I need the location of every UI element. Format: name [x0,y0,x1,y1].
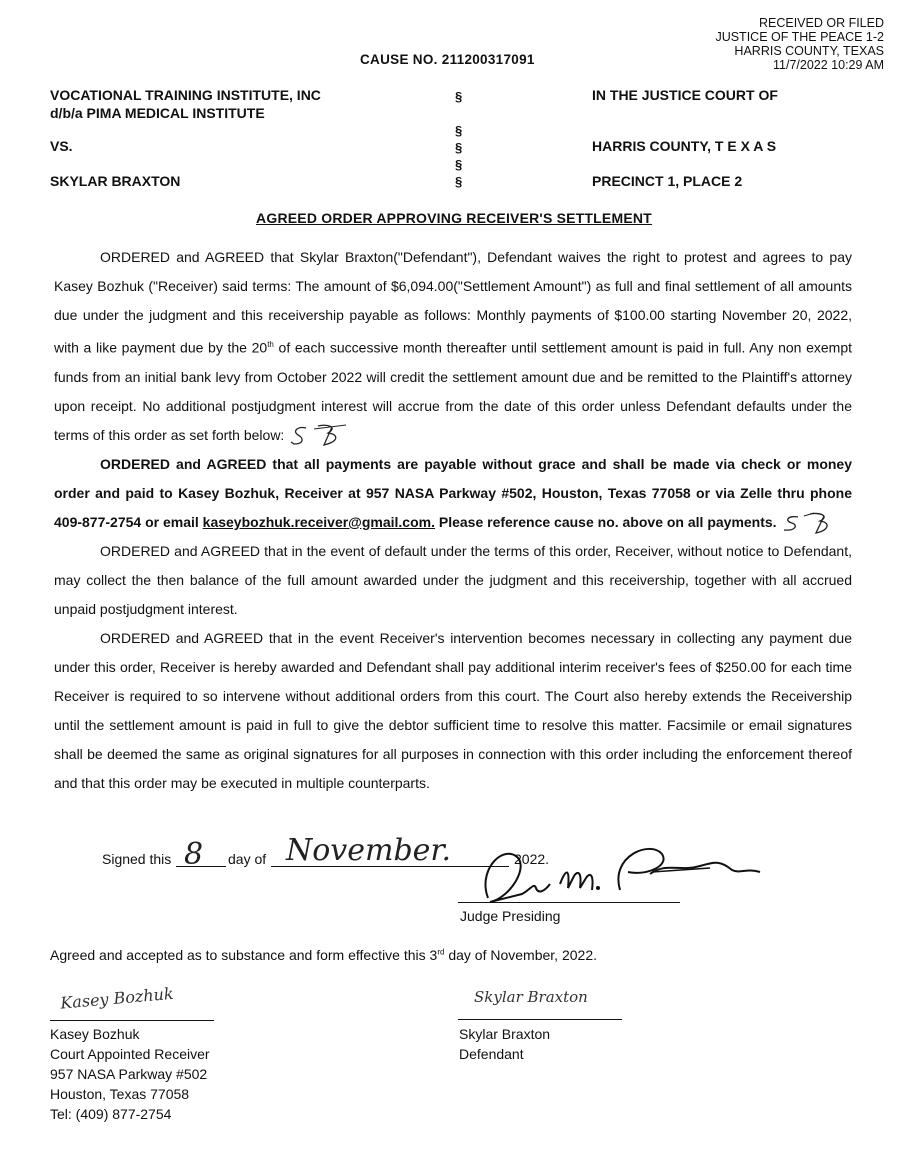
svg-text:Kasey Bozhuk: Kasey Bozhuk [59,983,175,1013]
receiver-address: 957 NASA Parkway #502 [50,1066,208,1082]
court-county: HARRIS COUNTY, T E X A S [592,138,777,154]
section-mark: § [455,89,463,104]
receiver-name: Kasey Bozhuk [50,1026,140,1042]
defendant-signature [470,980,620,1014]
defendant-block [459,1024,550,1064]
handwritten-month [282,826,482,870]
defendant-initials [288,423,350,449]
paragraph-payment-instructions: ORDERED and AGREED that all payments are payable without grace and shall be made via check or money order and paid to Kasey Bozhuk, Receiver at 957 NASA Parkway #502, Houston, Texas 77058 or via Zelle thru phone 409-877-2754 or email kaseybozhuk.receiver@gmail.com. Please reference cause no. above on all payments. [54,450,852,537]
signed-middle: day of [228,851,267,867]
defendant-initials [780,510,842,536]
court-precinct: PRECINCT 1, PLACE 2 [592,173,743,189]
svg-text:Skylar Braxton: Skylar Braxton [474,988,588,1006]
receiver-title: Court Appointed Receiver [50,1046,210,1062]
receiver-block [50,1024,210,1124]
court-name: IN THE JUSTICE COURT OF [592,87,778,103]
signed-prefix: Signed this [102,851,172,867]
paragraph-intervention: ORDERED and AGREED that in the event Receiver's intervention becomes necessary in collecting any payment due under this order, Receiver is hereby awarded and Defendant shall pay additional interim receiver's fees of $250.00 for each time Receiver is required to so intervene without additional orders from this court. The Court also hereby extends the Receivership until the settlement amount is paid in full to give the debtor sufficient time to resolve this matter. Facsimile or email signatures shall be deemed the same as original signatures for all purposes in connection with this order including the enforcement thereof and that this order may be executed in multiple counterparts. [54,629,852,791]
versus-label: VS. [50,138,73,154]
paragraph-settlement-terms: ORDERED and AGREED that Skylar Braxton("Defendant"), Defendant waives the right to protest and agrees to pay Kasey Bozhuk ("Receiver) said terms: The amount of $6,094.00("Settlement Amount") as full and final settlement of all amounts due under the judgment and this receivership payable as follows: Monthly payments of $100.00 starting November 20, 2022, with a like payment due by the 20th of each successive month thereafter until settlement amount is paid in full. Any non exempt funds from an initial bank levy from October 2022 will credit the settlement amount due and be remitted to the Plaintiff's attorney upon receipt. No additional postjudgment interest will accrue from the date of this order unless Defendant defaults under the terms of this order as set forth below: [54,243,852,450]
stamp-line: JUSTICE OF THE PEACE 1-2 [715,30,884,44]
receiver-email: kaseybozhuk.receiver@gmail.com. [202,513,435,530]
defendant-signer-title: Defendant [459,1046,524,1062]
section-mark: § [455,123,463,138]
paragraph-default: ORDERED and AGREED that in the event of default under the terms of this order, Receiver, without notice to Defendant, may collect the then balance of the full amount awarded under the judgment and this receivership, together with all accrued unpaid postjudgment interest. [54,542,852,617]
receiver-signature-line [50,1020,214,1021]
section-mark: § [455,140,463,155]
handwritten-day [178,834,218,870]
stamp-line: HARRIS COUNTY, TEXAS [734,44,884,58]
section-mark: § [455,157,463,172]
judge-signature-line [458,902,680,903]
defendant-signer-name: Skylar Braxton [459,1026,551,1042]
judge-signature [470,832,770,910]
receiver-signature [54,976,214,1016]
order-body [54,243,852,798]
stamp-date: 11/7/2022 10:29 AM [773,58,884,72]
defendant-signature-line [458,1019,622,1020]
svg-text:November.: November. [286,833,451,868]
signed-year: 2022. [514,851,550,867]
plaintiff-name: VOCATIONAL TRAINING INSTITUTE, INC d/b/a PIMA MEDICAL INSTITUTE [50,87,321,121]
defendant-name: SKYLAR BRAXTON [50,173,181,189]
cause-number: CAUSE NO. 211200317091 [360,52,535,67]
agreed-statement: Agreed and accepted as to substance and form effective this 3rd day of November, 2022. [50,947,597,963]
receiver-city: Houston, Texas 77058 [50,1086,190,1102]
judge-label: Judge Presiding [460,908,561,924]
svg-text:8: 8 [184,837,204,870]
document-title: AGREED ORDER APPROVING RECEIVER'S SETTLEMENT [256,210,652,226]
section-mark: § [455,174,463,189]
receiver-phone: Tel: (409) 877-2754 [50,1106,172,1122]
stamp-line: RECEIVED OR FILED [758,16,884,30]
filing-stamp [715,16,884,72]
